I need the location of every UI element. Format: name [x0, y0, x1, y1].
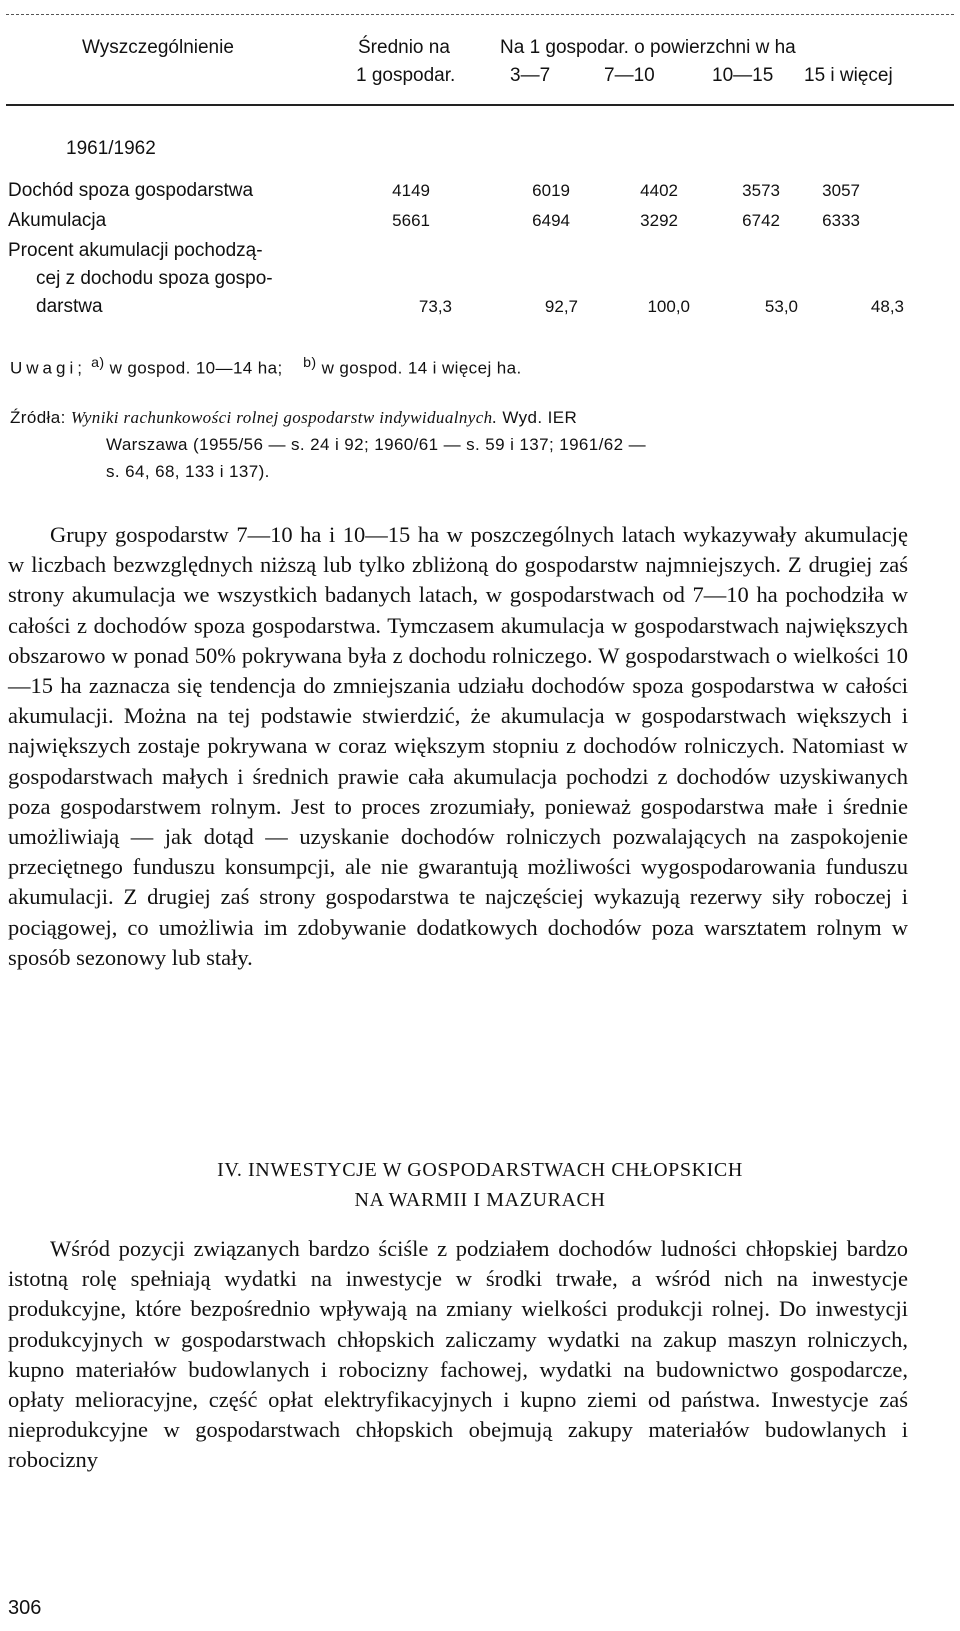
page-number: 306	[8, 1597, 42, 1619]
table-row-label-line: Procent akumulacji pochodzą-	[8, 240, 263, 261]
table-cell: 6333	[822, 211, 860, 230]
header-range-7-10: 7—10	[604, 65, 655, 86]
table-row-label: Akumulacja	[8, 210, 107, 231]
sources-title: Wyniki rachunkowości rolnej gospodarstw indywidualnych.	[70, 408, 498, 427]
note-b-mark: b)	[303, 355, 317, 371]
header-col-average-line2: 1 gospodar.	[356, 65, 456, 86]
table-notes	[10, 355, 522, 379]
table-header-rule	[6, 104, 954, 106]
sources-publisher: Wyd. IER	[502, 408, 578, 427]
body-paragraph-1	[8, 520, 908, 973]
header-col-average-line1: Średnio na	[358, 37, 450, 58]
body-paragraph-2	[8, 1234, 908, 1476]
paragraph-text: Grupy gospodarstw 7—10 ha i 10—15 ha w poszczególnych latach wykazywały akumulację w liczbach bezwzględnych niższą lub tylko zbliżoną do gospodarstw najmniejszych. Z drugiej zaś strony akumulacja we wszystkich badanych latach, w gospodarstwach od 7—10 ha pochodziła w całości z dochodów spoza gospodarstwa. Tymczasem akumulacja w gospodarstwach największych obszarowo w ponad 50% pokrywana była z dochodu rolniczego. W gospodarstwach o wielkości 10—15 ha zaznacza się tendencja do zmniejszania udziału dochodów spoza gospodarstwa w całości akumulacji. Można na tej podstawie stwierdzić, że akumulacja w gospodarstwach większych i największych zostaje pokrywana w coraz większym stopniu z dochodów rolniczych. Natomiast w gospodarstwach małych i średnich prawie cała akumulacja pochodzi z dochodów uzyskiwanych poza gospodarstwem rolnym. Jest to proces zrozumiały, ponieważ gospodarstwa małe i średnie umożliwiają — jak dotąd — uzyskanie dochodów rolniczych pozwalających na zaspokojenie przeciętnego funduszu konsumpcji, ale nie gwarantują możliwości wygospodarowania funduszu akumulacji. Z drugiej zaś strony gospodarstwa te najczęściej wykazują rezerwy siły roboczej i pociągowej, co umożliwia im zdobywanie dodatkowych dochodów poza warsztatem rolnym w sposób sezonowy lub stały.	[8, 522, 908, 970]
header-range-10-15: 10—15	[712, 65, 774, 86]
section-heading-line-1: IV. INWESTYCJE W GOSPODARSTWACH CHŁOPSKICH	[217, 1159, 743, 1181]
table-cell: 73,3	[418, 297, 452, 316]
header-range-3-7: 3—7	[510, 65, 551, 86]
sources-line-2: Warszawa (1955/56 — s. 24 i 92; 1960/61 — s. 59 i 137; 1961/62 —	[106, 435, 646, 454]
table-cell: 4402	[640, 181, 678, 200]
notes-label: Uwagi;	[10, 358, 86, 378]
table-cell: 3057	[822, 181, 860, 200]
table-row-label-line: darstwa	[36, 296, 103, 317]
paragraph-text: Wśród pozycji związanych bardzo ściśle z podziałem dochodów ludności chłopskiej bardzo istotną rolę spełniają wydatki na inwestycje w środki trwałe, a wśród nich na inwestycje produkcyjne, które bezpośrednio wpływają na zmiany wielkości produkcji rolnej. Do inwestycji produkcyjnych w gospodarstwach chłopskich zaliczamy wydatki na zakup maszyn rolniczych, kupno materiałów budowlanych i robocizny fachowej, wydatki na budownictwo gospodarcze, opłaty melioracyjne, część opłat elektryfikacyjnych i kupno ziemi od państwa. Inwestycje zaś nieprodukcyjne w gospodarstwach chłopskich obejmują zakupy materiałów budowlanych i robocizny	[8, 1236, 908, 1473]
table-cell: 3292	[640, 211, 678, 230]
table-cell: 4149	[392, 181, 430, 200]
table-cell: 92,7	[544, 297, 578, 316]
table-cell: 6019	[532, 181, 570, 200]
table-cell: 53,0	[764, 297, 798, 316]
table-top-rule	[6, 14, 954, 15]
table-cell: 6742	[742, 211, 780, 230]
table-cell: 5661	[392, 211, 430, 230]
note-b: w gospod. 14 i więcej ha.	[321, 358, 522, 378]
table-cell: 3573	[742, 181, 780, 200]
table-year: 1961/1962	[66, 138, 156, 159]
sources-line-3: s. 64, 68, 133 i 137).	[106, 462, 270, 481]
header-range-15-plus: 15 i więcej	[804, 65, 893, 86]
table-row-label: Dochód spoza gospodarstwa	[8, 180, 254, 201]
sources-line-1	[10, 408, 577, 428]
table-row-label-line: cej z dochodu spoza gospo-	[36, 268, 273, 289]
header-col-description: Wyszczególnienie	[82, 37, 234, 58]
header-group-label: Na 1 gospodar. o powierzchni w ha	[500, 37, 796, 58]
table-cell: 6494	[532, 211, 570, 230]
table-cell: 100,0	[647, 297, 690, 316]
sources-label: Źródła:	[10, 408, 66, 427]
section-heading-line-2: NA WARMII I MAZURACH	[354, 1189, 606, 1211]
note-a: w gospod. 10—14 ha;	[109, 358, 283, 378]
table-cell: 48,3	[870, 297, 904, 316]
note-a-mark: a)	[91, 355, 105, 371]
